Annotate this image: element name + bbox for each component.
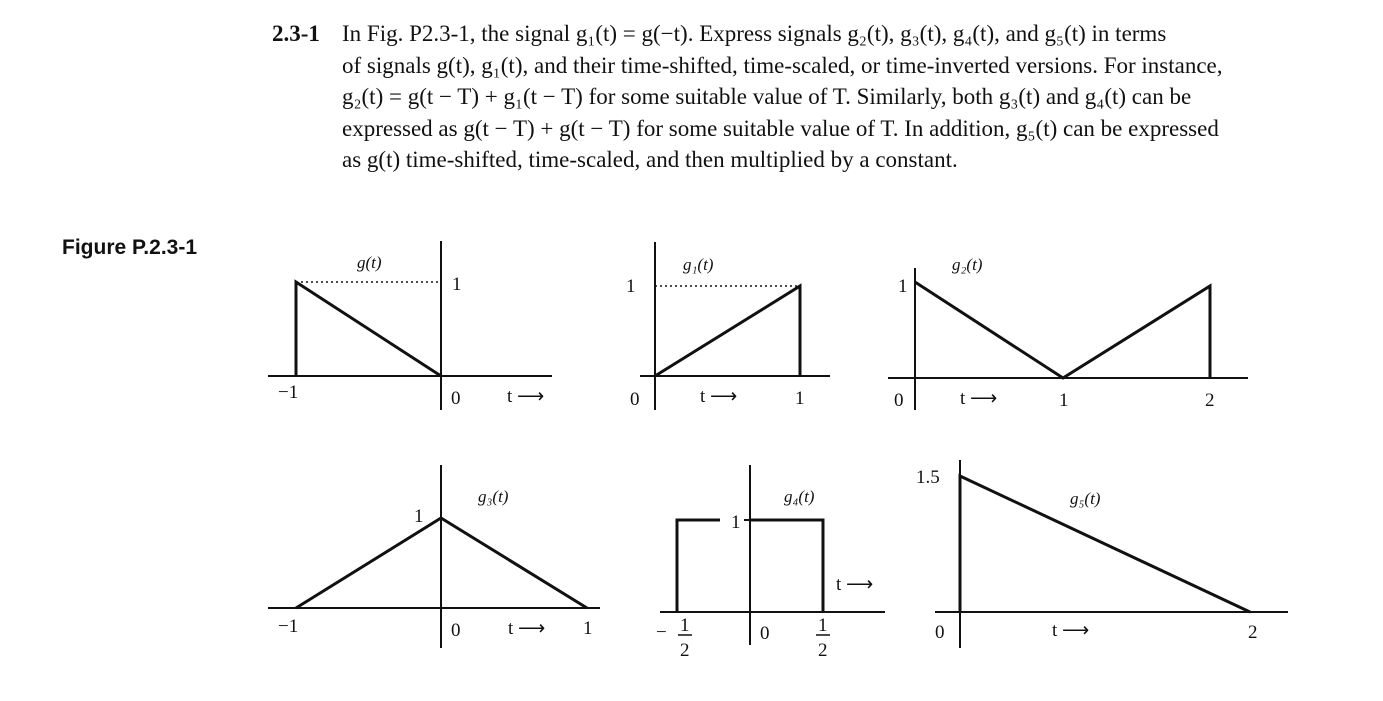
fraction-numerator: 1 xyxy=(680,615,690,636)
panel-g1 xyxy=(640,242,830,410)
tick-label: 1 xyxy=(795,388,805,409)
signal-trace-right xyxy=(750,520,823,612)
signal-trace xyxy=(655,286,800,376)
tick-label: 1 xyxy=(1059,390,1069,411)
minus-sign: − xyxy=(656,622,667,643)
panel-title: g(t) xyxy=(357,253,382,272)
tick-label: −1 xyxy=(278,382,299,403)
panel-g4 xyxy=(660,465,885,645)
signal-trace xyxy=(296,282,441,376)
tick-label: −1 xyxy=(278,616,299,637)
amplitude-label: 1 xyxy=(414,506,424,527)
signal-trace xyxy=(915,282,1210,378)
panel-g5 xyxy=(935,460,1288,648)
problem-line: g₂(t) = g(t − T) + g₁(t − T) for some suitable value of T. Similarly, both g₃(t) and g₄(t) can be xyxy=(342,84,1192,109)
problem-line: as g(t) time-shifted, time-scaled, and then multiplied by a constant. xyxy=(342,147,958,172)
time-axis-label: t ⟶ xyxy=(507,386,545,407)
amplitude-label: 1 xyxy=(898,276,908,297)
panel-g3 xyxy=(268,465,600,648)
time-axis-label: t ⟶ xyxy=(1052,620,1090,641)
tick-label: 0 xyxy=(894,390,904,411)
time-axis-label: t ⟶ xyxy=(960,388,998,409)
time-axis-label: t ⟶ xyxy=(700,386,738,407)
panel-title: g₄(t) xyxy=(784,487,815,506)
panel-title: g₅(t) xyxy=(1070,489,1101,508)
tick-label: 2 xyxy=(1248,622,1258,643)
tick-label: 0 xyxy=(451,620,461,641)
amplitude-label: 1 xyxy=(731,512,741,533)
fraction-denominator: 2 xyxy=(680,640,690,661)
amplitude-label: 1.5 xyxy=(916,467,940,488)
fraction-denominator: 2 xyxy=(818,640,828,661)
tick-label: 0 xyxy=(630,389,640,410)
problem-number: 2.3-1 xyxy=(272,21,320,46)
fraction-numerator: 1 xyxy=(818,615,828,636)
amplitude-label: 1 xyxy=(452,274,462,295)
signal-trace xyxy=(960,476,1250,612)
panel-g2 xyxy=(888,268,1248,410)
problem-line: of signals g(t), g₁(t), and their time-shifted, time-scaled, or time-inverted versions. For instance, xyxy=(342,52,1223,78)
tick-label: 2 xyxy=(1205,390,1215,411)
figure-label: Figure P.2.3-1 xyxy=(62,236,198,259)
panel-title: g₂(t) xyxy=(952,255,983,274)
tick-label: 0 xyxy=(935,622,945,643)
tick-label: 1 xyxy=(583,618,593,639)
problem-line: In Fig. P2.3-1, the signal g₁(t) = g(−t). Express signals g₂(t), g₃(t), g₄(t), and g₅(t) in terms xyxy=(342,21,1167,46)
problem-line: expressed as g(t − T) + g(t − T) for some suitable value of T. In addition, g₅(t) can be expressed xyxy=(342,115,1219,141)
tick-label: 0 xyxy=(760,623,770,644)
amplitude-label: 1 xyxy=(626,276,636,297)
time-axis-label: t ⟶ xyxy=(508,618,546,639)
panel-g xyxy=(268,241,552,410)
tick-label: 0 xyxy=(451,388,461,409)
signal-trace-left xyxy=(677,520,720,612)
time-axis-label: t ⟶ xyxy=(836,574,874,595)
panel-title: g₃(t) xyxy=(478,487,509,506)
panel-title: g₁(t) xyxy=(683,255,714,274)
